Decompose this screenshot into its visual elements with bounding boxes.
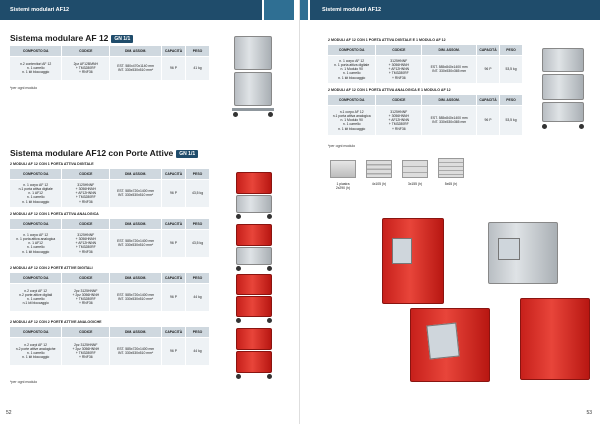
col-capacita: CAPACITÀ: [162, 46, 186, 56]
right-header-band: Sistemi modulari AF12: [310, 0, 600, 20]
cell-composto: n. 1 corpo AF 12 n. 1 porta attiva digitale n. 1 Modulo 90 n. 1 carrello n. 1 kit bloccaggio: [328, 55, 376, 83]
cell-codice: 3125HNNF + 3056HNNH + AF12HNNN + TM3280RF + RNF36: [376, 105, 422, 135]
right-header-tab: [300, 0, 308, 20]
group4-table: [10, 327, 210, 365]
product-photo-red-red-2: [232, 326, 278, 380]
col-composto: COMPOSTO DA: [10, 219, 62, 229]
col-codice: CODICE: [376, 45, 422, 55]
product-photo-red-red-1: [232, 272, 278, 324]
cell-codice: 3125HNNF + 3056HNNH + AF12HNNN + TM3280RF + RNF36: [62, 179, 110, 207]
cabinet-red: [236, 274, 272, 295]
cell-peso: 53,5 kg: [500, 55, 523, 83]
section2-badge: GN 1/1: [176, 150, 198, 158]
wheel: [236, 266, 241, 271]
cell-capacita: 96 P: [477, 105, 500, 135]
col-dim: DIM. ASSOM.: [110, 219, 162, 229]
col-composto: COMPOSTO DA: [10, 273, 62, 283]
col-composto: COMPOSTO DA: [10, 327, 62, 337]
wheel: [268, 112, 273, 117]
col-capacita: CAPACITÀ: [477, 95, 500, 105]
col-peso: PESO: [186, 169, 210, 179]
cell-composto: n. 1 corpo AF 12 n. 1 porta attiva analogica n. 1 AF12 n. 1 carrello n. 1 kit bloccaggio: [10, 229, 62, 257]
cell-dim: EST. 585x720x1400 mm INT. 330x530x510 mm*: [110, 229, 162, 257]
cabinet-bottom: [234, 72, 272, 106]
section2-note: *per ogni modulo: [10, 380, 38, 384]
col-peso: PESO: [186, 219, 210, 229]
cell-capacita: 96 P: [162, 229, 186, 257]
swatch-4x105: [366, 160, 392, 178]
cell-codice: 3125HNNF + 3056HNNH + AF12HNNN + TM3280RF + RNF36: [62, 229, 110, 257]
col-peso: PESO: [186, 46, 210, 56]
col-peso: PESO: [186, 327, 210, 337]
col-composto: COMPOSTO DA: [10, 46, 62, 56]
cell-capacita: 96 P: [162, 56, 186, 80]
swatch-label-2: 4x105 (h): [371, 182, 387, 186]
product-photo-red-grey-2: [232, 222, 278, 272]
cell-peso: 43,5 kg: [186, 229, 210, 257]
wheel: [267, 318, 272, 323]
cell-dim: EST. 580x470x1140 mm INT. 330x530x510 mm*: [110, 56, 162, 80]
product-photo-collage: [370, 208, 595, 398]
col-capacita: CAPACITÀ: [477, 45, 500, 55]
col-capacita: CAPACITÀ: [162, 327, 186, 337]
col-codice: CODICE: [62, 327, 110, 337]
col-capacita: CAPACITÀ: [162, 273, 186, 283]
col-dim: DIM. ASSOM.: [422, 45, 477, 55]
section1-table: [10, 46, 210, 80]
section1-note: *per ogni modulo: [10, 86, 38, 90]
cell-codice: 2pz AF12BMNH + TM3280RF + RNF36: [62, 56, 110, 80]
cell-codice: 2pz 3125HNNF + 2pz 3056HNNH + TM3280RF + RNF36: [62, 337, 110, 365]
col-composto: COMPOSTO DA: [328, 95, 376, 105]
door-window: [498, 238, 520, 260]
wheel: [542, 124, 547, 129]
cell-composto: n. 1 corpo AF 12 n.1 porta attiva digitale n. 1 AF12 n. 1 carrello n. 1 kit bloccaggio: [10, 179, 62, 207]
cabinet-grey: [542, 48, 584, 72]
cell-capacita: 96 P: [477, 55, 500, 83]
col-peso: PESO: [500, 95, 523, 105]
col-codice: CODICE: [376, 95, 422, 105]
col-dim: DIM. ASSOM.: [422, 95, 477, 105]
cell-peso: 44 kg: [186, 283, 210, 311]
group2-subtitle: 2 MODULI AF 12 CON 1 PORTA ATTIVA ANALOGICA: [10, 212, 99, 216]
section1-badge: GN 1/1: [111, 35, 133, 43]
product-photo-grey-stack: [228, 32, 278, 122]
col-dim: DIM. ASSOM.: [110, 169, 162, 179]
cell-codice: 3125HNNF + 3056HNNH + AF12HNNN + TM3280RF + RNF36: [376, 55, 422, 83]
cabinet-grey: [542, 102, 584, 122]
section1-title: [10, 33, 133, 43]
cabinet-grey: [542, 74, 584, 100]
cell-peso: 44 kg: [186, 337, 210, 365]
col-dim: DIM. ASSOM.: [110, 46, 162, 56]
col-peso: PESO: [500, 45, 523, 55]
section2-title: [10, 148, 198, 158]
cell-capacita: 96 P: [162, 337, 186, 365]
wheel: [236, 214, 241, 219]
cart-base: [232, 108, 274, 111]
cell-composto: n.2 contenitori AF 12 n. 1 carrello n. 1 kit bloccaggio: [10, 56, 62, 80]
right-group1-subtitle: 2 MODULI AF 12 CON 1 PORTA ATTIVA DIGITALE E 1 MODULO AF 12: [328, 38, 446, 42]
cabinet-top: [234, 36, 272, 70]
col-codice: CODICE: [62, 219, 110, 229]
col-codice: CODICE: [62, 46, 110, 56]
swatch-1-piastra: [330, 160, 356, 178]
cell-composto: n.2 corpi AF 12 n.2 porte attive analogiche n. 1 carrello n. 1 kit bloccaggio: [10, 337, 62, 365]
section1-title-text: Sistema modulare AF 12: [10, 33, 109, 43]
cabinet-red: [236, 172, 272, 194]
cabinet-red-side: [520, 298, 590, 380]
swatch-3x155: [402, 160, 428, 178]
col-codice: CODICE: [62, 273, 110, 283]
cabinet-red: [236, 328, 272, 350]
right-group2-subtitle: 2 MODULI AF 12 CON 1 PORTA ATTIVA ANALOGICA E 1 MODULO AF 12: [328, 88, 451, 92]
wheel: [236, 318, 241, 323]
wheel: [267, 266, 272, 271]
cell-capacita: 96 P: [162, 283, 186, 311]
wheel: [233, 112, 238, 117]
cell-composto: n.1 corpo AF 12 n.1 porta attiva analogica n. 1 Modulo 90 n. 1 carrello n. 1 kit bloccaggio: [328, 105, 376, 135]
col-dim: DIM. ASSOM.: [110, 327, 162, 337]
right-note: *per ogni modulo: [328, 144, 356, 148]
group2-table: [10, 219, 210, 257]
group3-table: [10, 273, 210, 311]
col-capacita: CAPACITÀ: [162, 219, 186, 229]
wheel: [267, 374, 272, 379]
left-header-band: Sistemi modulari AF12: [0, 0, 262, 20]
door-window: [392, 238, 412, 264]
group3-subtitle: 2 MODULI AF 12 CON 2 PORTE ATTIVE DIGITALI: [10, 266, 93, 270]
right-page: [300, 0, 600, 424]
swatch-label-4: 5x65 (h): [444, 182, 458, 186]
cell-codice: 2pz 3125HNNF + 2pz 3056HNNH + TM3280RF + RNF36: [62, 283, 110, 311]
cell-dim: EST. 585x720x1400 mm INT. 330x530x510 mm*: [110, 283, 162, 311]
group1-subtitle: 2 MODULI AF 12 CON 1 PORTA ATTIVA DIGITALE: [10, 162, 94, 166]
product-photo-red-grey-1: [232, 170, 278, 220]
right-page-number: 53: [586, 410, 592, 416]
cell-peso: 43,5 kg: [186, 179, 210, 207]
swatch-label-3: 3x155 (h): [407, 182, 423, 186]
cell-composto: n.2 corpi AF 12 n.2 porte attive digitali n. 1 carrello n.1 kit bloccaggio: [10, 283, 62, 311]
col-composto: COMPOSTO DA: [328, 45, 376, 55]
section2-title-text: Sistema modulare AF12 con Porte Attive: [10, 148, 174, 158]
right-group2-table: [328, 95, 523, 135]
right-group1-table: [328, 45, 523, 83]
cabinet-grey: [236, 195, 272, 213]
cabinet-grey: [236, 247, 272, 265]
swatch-5x65: [438, 158, 464, 178]
left-page-number: 52: [6, 410, 12, 416]
col-composto: COMPOSTO DA: [10, 169, 62, 179]
group1-table: [10, 169, 210, 207]
cell-peso: 41 kg: [186, 56, 210, 80]
left-header-tab: [264, 0, 294, 20]
col-codice: CODICE: [62, 169, 110, 179]
cabinet-red: [236, 296, 272, 317]
col-capacita: CAPACITÀ: [162, 169, 186, 179]
swatch-label-1: 1 piastra 2x290 (h): [335, 182, 351, 190]
wheel: [579, 124, 584, 129]
cell-dim: EST. 585x720x1400 mm INT. 330x530x510 mm*: [110, 179, 162, 207]
cabinet-red: [236, 351, 272, 373]
product-photo-grey-stack-right: [536, 48, 592, 134]
wheel: [267, 214, 272, 219]
wheel: [236, 374, 241, 379]
cell-dim: EST. 585x840x1400 mm INT. 330x530x365 mm: [422, 105, 477, 135]
cell-dim: EST. 585x720x1400 mm INT. 330x530x510 mm*: [110, 337, 162, 365]
group4-subtitle: 2 MODULI AF 12 CON 2 PORTE ATTIVE ANALOGICHE: [10, 320, 102, 324]
col-peso: PESO: [186, 273, 210, 283]
cell-peso: 53,5 kg: [500, 105, 523, 135]
door-window: [426, 323, 459, 360]
col-dim: DIM. ASSOM.: [110, 273, 162, 283]
cell-capacita: 96 P: [162, 179, 186, 207]
cell-dim: EST. 585x840x1400 mm INT. 330x530x365 mm: [422, 55, 477, 83]
cabinet-red: [236, 224, 272, 246]
